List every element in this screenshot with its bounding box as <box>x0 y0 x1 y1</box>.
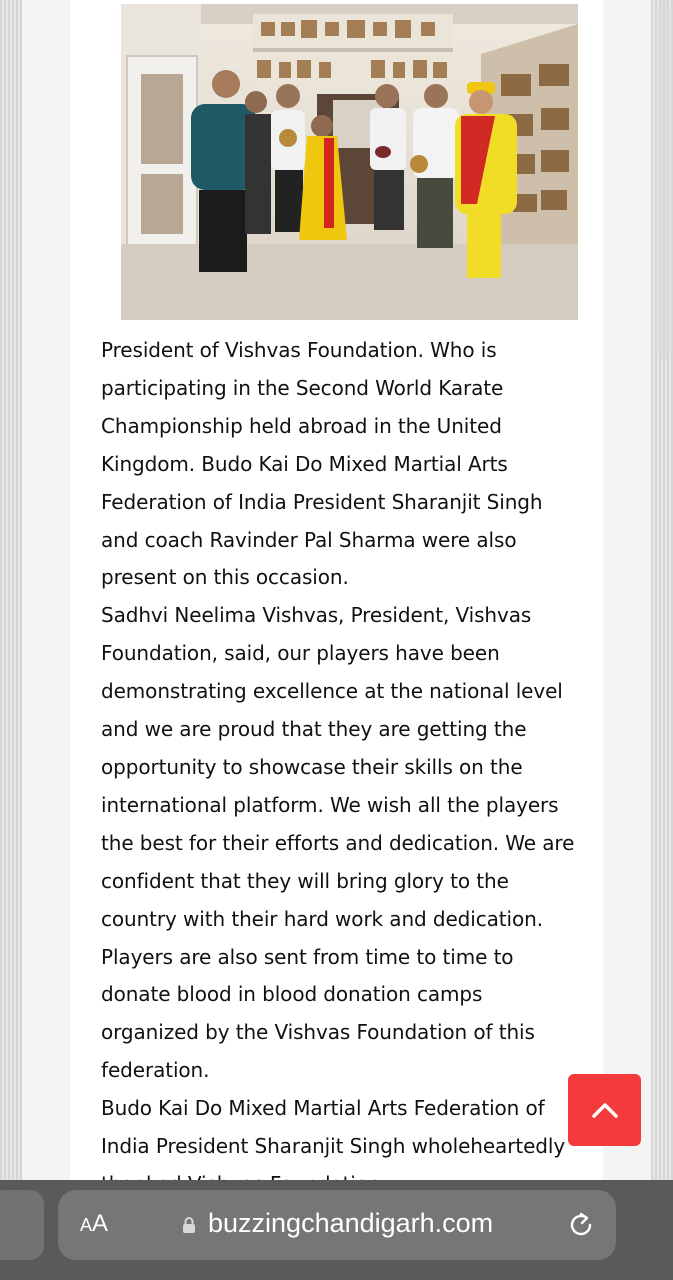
lock-icon <box>182 1216 196 1234</box>
back-to-top-button[interactable] <box>568 1074 641 1146</box>
text-size-large-label: A <box>92 1210 109 1237</box>
article-paragraph: President of Vishvas Foundation. Who is participating in the Second World Karate Championship held abroad in the United Kingdom. Budo Kai Do Mixed Martial Arts Federation of India President Sharanjit Singh and coach Ravinder Pal Sharma were also present on this occasion. <box>101 338 543 590</box>
article-body <box>101 332 576 1204</box>
scroll-indicator[interactable] <box>658 0 670 360</box>
address-bar[interactable] <box>58 1190 616 1260</box>
reload-icon[interactable] <box>566 1210 596 1240</box>
url-text: buzzingchandigarh.com <box>208 1208 494 1238</box>
browser-toolbar <box>0 1180 673 1280</box>
left-margin-pattern <box>0 0 22 1180</box>
article-photo <box>121 4 578 320</box>
article-paragraph: Sadhvi Neelima Vishvas, President, Vishvas Foundation, said, our players have been demonstrating excellence at the national level and we are proud that they are getting the opportunity to showcase their skills on the international platform. We wish all the players the best for their efforts and dedication. We are confident that they will bring glory to the country with their hard work and dedication. Players are also sent from time to time to donate blood in blood donation camps organized by the Vishvas Foundation of this federation. <box>101 603 575 1083</box>
article-paragraph: Budo Kai Do Mixed Martial Arts Federation of India President Sharanjit Singh wholeheartedly <box>101 1096 566 1159</box>
chevron-up-icon <box>591 1101 619 1119</box>
right-margin <box>603 0 651 1180</box>
text-size-small-label: A <box>80 1215 93 1235</box>
previous-tab-preview[interactable] <box>0 1190 44 1260</box>
article-container <box>70 0 603 1180</box>
text-size-button[interactable] <box>80 1210 108 1238</box>
left-margin <box>22 0 70 1180</box>
